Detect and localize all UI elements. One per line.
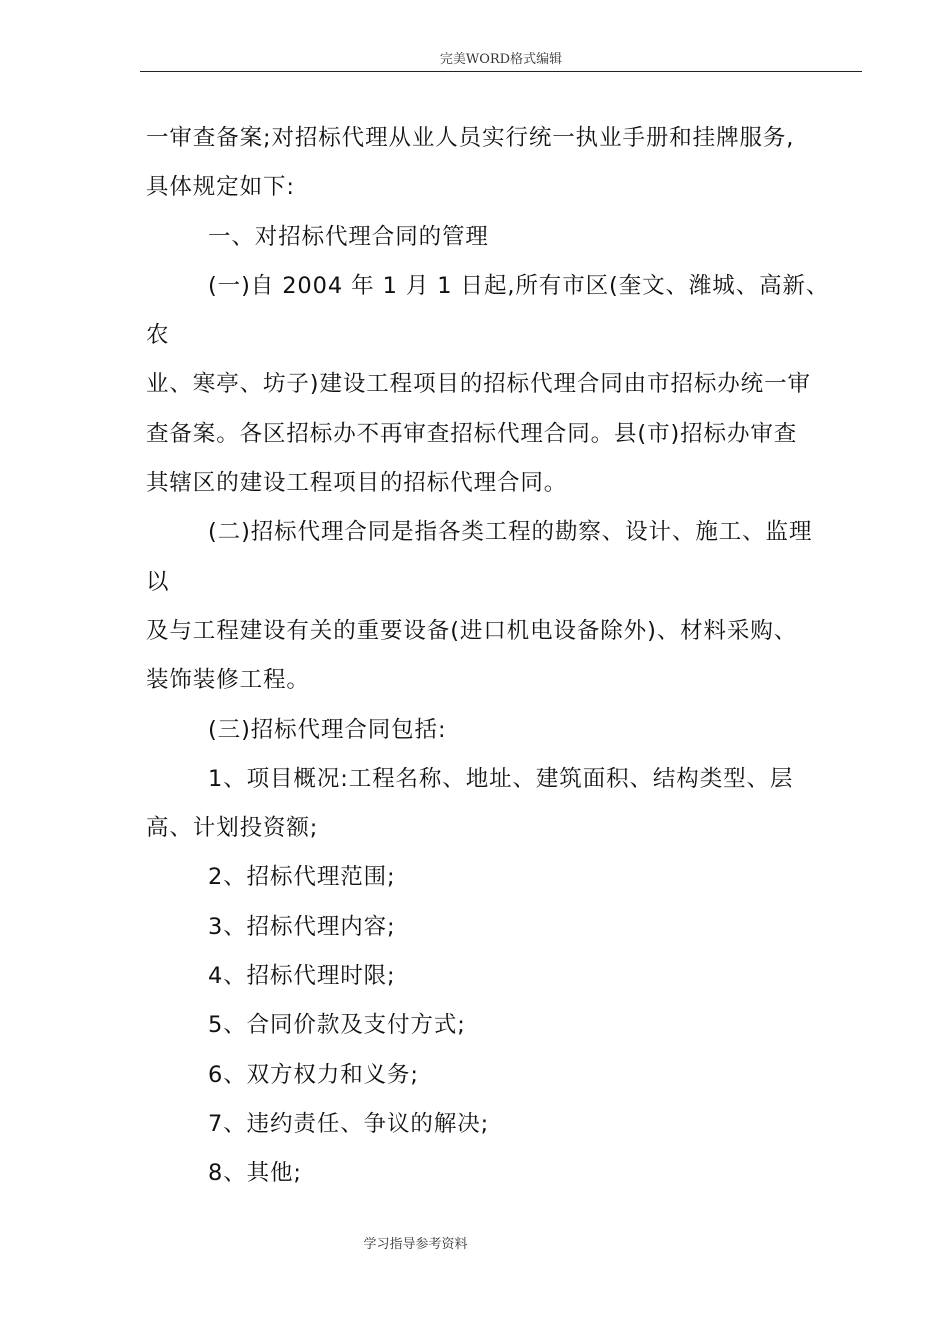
- text-line: 及与工程建设有关的重要设备(进口机电设备除外)、材料采购、: [146, 617, 798, 644]
- list-item: 7、违约责任、争议的解决;: [208, 1110, 490, 1137]
- section-heading: 一、对招标代理合同的管理: [208, 223, 489, 250]
- text-line: 农: [146, 322, 170, 349]
- page-footer: 学习指导参考资料: [363, 1237, 468, 1252]
- list-item: 6、双方权力和义务;: [208, 1061, 419, 1088]
- text-line: (二)招标代理合同是指各类工程的勘察、设计、施工、监理: [208, 519, 813, 546]
- text-line: 以: [146, 568, 170, 595]
- text-line: 其辖区的建设工程项目的招标代理合同。: [146, 470, 568, 497]
- text-line: (三)招标代理合同包括:: [208, 716, 447, 743]
- text-line: (一)自 2004 年 1 月 1 日起,所有市区(奎文、潍城、高新、: [208, 272, 830, 299]
- list-item: 8、其他;: [208, 1160, 302, 1187]
- text-line: 高、计划投资额;: [146, 815, 319, 842]
- list-item: 1、项目概况:工程名称、地址、建筑面积、结构类型、层: [208, 765, 794, 792]
- list-item: 5、合同价款及支付方式;: [208, 1012, 466, 1039]
- text-line: 一审查备案;对招标代理从业人员实行统一执业手册和挂牌服务,: [146, 125, 795, 151]
- text-line: 查备案。各区招标办不再审查招标代理合同。县(市)招标办审查: [146, 420, 798, 447]
- text-line: 装饰装修工程。: [146, 667, 310, 694]
- list-item: 4、招标代理时限;: [208, 963, 396, 990]
- list-item: 3、招标代理内容;: [208, 913, 396, 940]
- text-line: 业、寒亭、坊子)建设工程项目的招标代理合同由市招标办统一审: [146, 371, 811, 398]
- header-divider: [140, 71, 862, 72]
- list-item: 2、招标代理范围;: [208, 864, 396, 891]
- page-header: 完美WORD格式编辑: [439, 52, 563, 67]
- text-line: 具体规定如下:: [146, 174, 295, 201]
- document-body: [146, 114, 862, 1199]
